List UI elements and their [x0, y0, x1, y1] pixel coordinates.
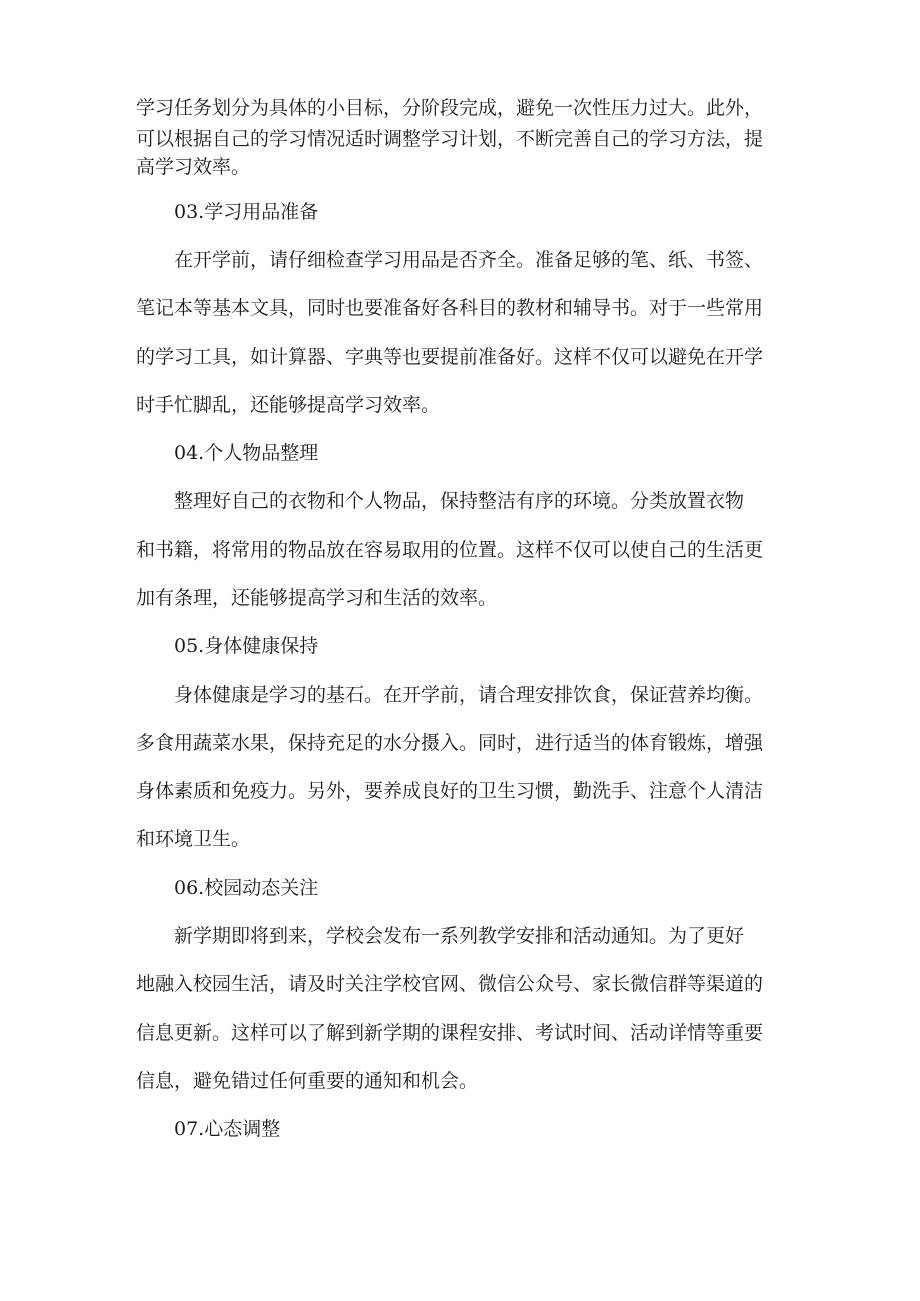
section-heading-04: 04.个人物品整理 — [174, 442, 319, 464]
section-03-line-2: 笔记本等基本文具，同时也要准备好各科目的教材和辅导书。对于一些常用 — [136, 297, 764, 319]
section-04-line-2: 和书籍，将常用的物品放在容易取用的位置。这样不仅可以使自己的生活更 — [136, 539, 764, 561]
section-05-line-2: 多食用蔬菜水果，保持充足的水分摄入。同时，进行适当的体育锻炼，增强 — [136, 732, 764, 754]
intro-line-3: 高学习效率。 — [136, 156, 251, 178]
intro-line-2: 可以根据自己的学习情况适时调整学习计划，不断完善自己的学习方法，提 — [136, 128, 764, 150]
section-06-line-3: 信息更新。这样可以了解到新学期的课程安排、考试时间、活动详情等重要 — [136, 1022, 764, 1044]
section-heading-06: 06.校园动态关注 — [174, 877, 319, 899]
section-heading-05: 05.身体健康保持 — [174, 635, 319, 657]
section-04-line-3: 加有条理，还能够提高学习和生活的效率。 — [136, 587, 498, 609]
section-03-line-3: 的学习工具，如计算器、字典等也要提前准备好。这样不仅可以避免在开学 — [136, 346, 764, 368]
section-03-line-1: 在开学前，请仔细检查学习用品是否齐全。准备足够的笔、纸、书签、 — [174, 249, 764, 271]
section-06-line-2: 地融入校园生活，请及时关注学校官网、微信公众号、家长微信群等渠道的 — [136, 973, 764, 995]
section-05-line-3: 身体素质和免疫力。另外，要养成良好的卫生习惯，勤洗手、注意个人清洁 — [136, 780, 764, 802]
section-06-line-4: 信息，避免错过任何重要的通知和机会。 — [136, 1070, 479, 1092]
section-heading-07: 07.心态调整 — [174, 1118, 281, 1140]
section-05-line-4: 和环境卫生。 — [136, 828, 251, 850]
section-06-line-1: 新学期即将到来，学校会发布一系列教学安排和活动通知。为了更好 — [174, 925, 745, 947]
section-05-line-1: 身体健康是学习的基石。在开学前，请合理安排饮食，保证营养均衡。 — [174, 684, 764, 706]
intro-line-1: 学习任务划分为具体的小目标，分阶段完成，避免一次性压力过大。此外， — [136, 97, 764, 119]
section-heading-03: 03.学习用品准备 — [174, 201, 319, 223]
section-04-line-1: 整理好自己的衣物和个人物品，保持整洁有序的环境。分类放置衣物 — [174, 490, 745, 512]
section-03-line-4: 时手忙脚乱，还能够提高学习效率。 — [136, 394, 441, 416]
